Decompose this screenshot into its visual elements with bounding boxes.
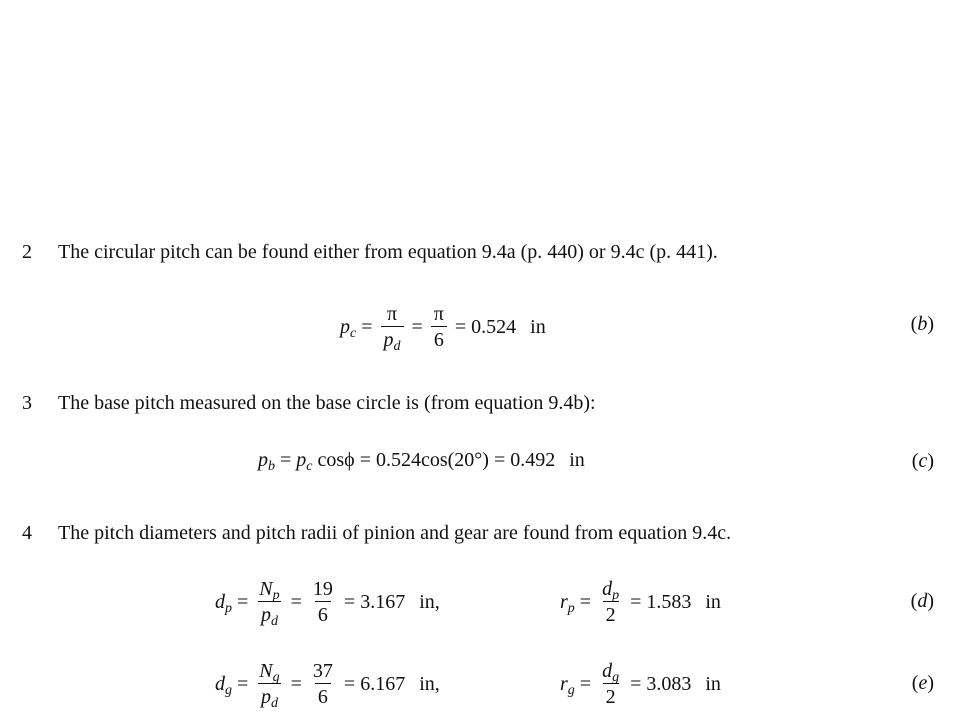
- step-2: [22, 241, 718, 264]
- result-value: 1.583: [646, 590, 692, 613]
- equation-e-diameter: $d_g$ = $\frac{N_g}{p_d}$ = $\frac{37}{6}$ = 6.167 in,: [215, 659, 440, 711]
- step-number: 2: [22, 241, 32, 263]
- equation-tag-c: (c): [911, 450, 934, 472]
- unit: in: [705, 672, 721, 695]
- equation-tag-e: (e): [911, 672, 934, 694]
- equation-e-radius: $r_g$ = $\frac{d_g}{2}$ = 3.083 in: [560, 659, 721, 708]
- equation-d-radius: $r_p$ = $\frac{d_p}{2}$ = 1.583 in: [560, 577, 721, 626]
- fraction-np-over-pd: $\frac{N_p}{p_d}$: [259, 577, 280, 629]
- step-number: 3: [22, 392, 32, 414]
- cos-angle: cos(20°): [420, 448, 489, 471]
- fraction-pi-over-pd: $\frac{\pi}{p_d}$: [381, 303, 404, 352]
- unit: in,: [419, 672, 440, 695]
- unit: in: [569, 448, 585, 471]
- result-value: 3.083: [646, 672, 692, 695]
- result-value: 6.167: [360, 672, 406, 695]
- unit: in: [530, 315, 546, 338]
- step-text: The circular pitch can be found either from equation 9.4a (p. 440) or 9.4c (p. 441).: [58, 241, 718, 263]
- result-value: 0.492: [510, 448, 556, 471]
- equation-tag-d: (d): [910, 590, 934, 612]
- fraction-values: $\frac{37}{6}$: [312, 659, 333, 708]
- equation-b: $p_c$ = $\frac{\pi}{p_d}$ = $\frac{\pi}{6}$ = 0.524 in: [340, 302, 546, 354]
- fraction-pi-over-6: $\frac{\pi}{6}$: [431, 303, 447, 352]
- result-value: 3.167: [360, 590, 406, 613]
- step-text: The base pitch measured on the base circle is (from equation 9.4b):: [58, 392, 596, 414]
- unit: in,: [419, 590, 440, 613]
- equation-tag-b: (b): [910, 313, 934, 335]
- fraction-dg-over-2: $\frac{d_g}{2}$: [602, 659, 620, 708]
- result-value: 0.524: [471, 315, 517, 338]
- coefficient: 0.524: [375, 448, 421, 471]
- fraction-values: $\frac{19}{6}$: [312, 577, 333, 626]
- step-text: The pitch diameters and pitch radii of pinion and gear are found from equation 9.4c.: [58, 522, 732, 544]
- equation-c: $p_b$ = $p_c$ cos ϕ = 0.524 cos(20°) = 0.492 in: [258, 448, 585, 474]
- step-4: [22, 522, 731, 545]
- step-number: 4: [22, 522, 32, 544]
- equation-d-diameter: $d_p$ = $\frac{N_p}{p_d}$ = $\frac{19}{6}$ = 3.167 in,: [215, 577, 440, 629]
- fraction-ng-over-pd: $\frac{N_g}{p_d}$: [259, 659, 280, 711]
- step-3: [22, 392, 596, 415]
- fraction-dp-over-2: $\frac{d_p}{2}$: [602, 577, 620, 626]
- unit: in: [705, 590, 721, 613]
